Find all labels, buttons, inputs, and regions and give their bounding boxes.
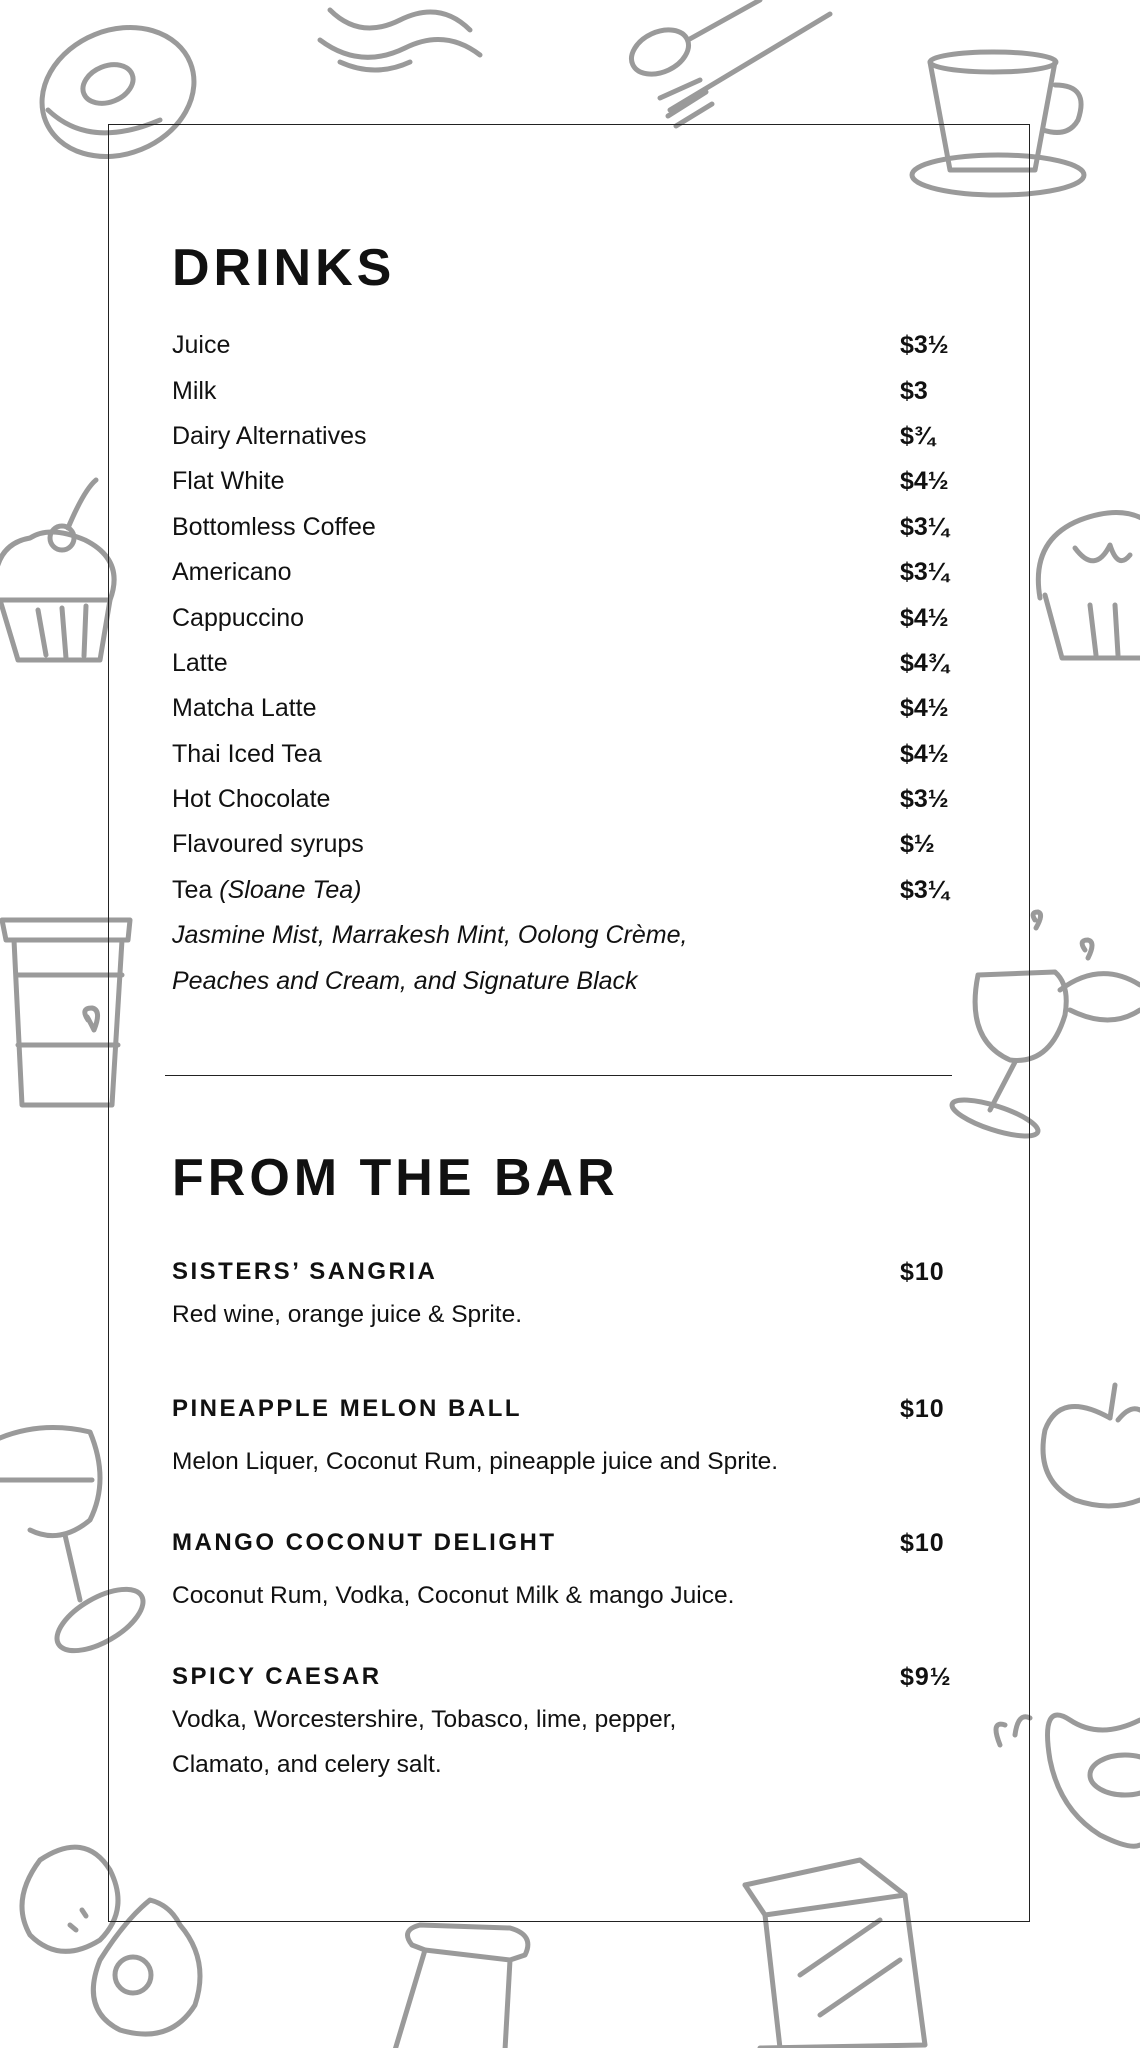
menu-item <box>172 550 960 595</box>
bar-item-price: $10 <box>900 1394 945 1423</box>
bacon-icon <box>320 10 480 70</box>
item-name: Thai Iced Tea <box>172 739 322 768</box>
tea-flavours-line: Jasmine Mist, Marrakesh Mint, Oolong Crème, <box>172 921 688 950</box>
menu-item <box>172 368 960 413</box>
menu-item <box>172 459 960 504</box>
drinks-list <box>172 323 960 1004</box>
bar-item-price: $9½ <box>900 1662 952 1691</box>
menu-item <box>172 595 960 640</box>
tea-brand: (Sloane Tea) <box>219 875 362 904</box>
bar-item-name: SPICY CAESAR <box>172 1663 382 1690</box>
item-price: $3 <box>900 376 928 405</box>
bar-item-name: PINEAPPLE MELON BALL <box>172 1395 523 1422</box>
item-name: Milk <box>172 376 217 405</box>
bar-item-name: SISTERS’ SANGRIA <box>172 1258 438 1285</box>
menu-item <box>172 686 960 731</box>
item-price: $4½ <box>900 467 949 496</box>
item-name: Flavoured syrups <box>172 830 364 859</box>
menu-item <box>172 777 960 822</box>
tea-name: Tea <box>172 875 213 904</box>
bar-item-price: $10 <box>900 1528 945 1557</box>
item-name: Matcha Latte <box>172 694 317 723</box>
item-price: $4½ <box>900 603 949 632</box>
bar-item-price: $10 <box>900 1257 945 1286</box>
bar-heading: FROM THE BAR <box>172 1149 619 1207</box>
item-price: $4½ <box>900 739 949 768</box>
item-name: Hot Chocolate <box>172 785 331 814</box>
bar-item <box>172 1252 960 1337</box>
bar-item-description: Melon Liquer, Coconut Rum, pineapple juice and Sprite. <box>172 1448 779 1475</box>
item-price: $4¾ <box>900 648 949 677</box>
item-price: $3½ <box>900 785 949 814</box>
menu-item <box>172 414 960 459</box>
bar-item <box>172 1389 960 1484</box>
item-name: Flat White <box>172 467 285 496</box>
section-divider <box>165 1075 952 1076</box>
menu-item <box>172 732 960 777</box>
cupcake-icon <box>0 480 114 660</box>
bar-item <box>172 1657 960 1787</box>
bar-item-description: Vodka, Worcestershire, Tobasco, lime, pepper, <box>172 1706 677 1733</box>
item-price: $3¼ <box>900 875 949 904</box>
bar-item <box>172 1523 960 1618</box>
bar-item-name: MANGO COCONUT DELIGHT <box>172 1529 557 1556</box>
item-price: $3¼ <box>900 558 949 587</box>
item-price: $¾ <box>900 421 935 450</box>
menu-item <box>172 323 960 368</box>
cupcake-icon <box>1038 513 1140 659</box>
item-name: Cappuccino <box>172 603 305 632</box>
item-name <box>172 876 900 905</box>
item-name: Bottomless Coffee <box>172 512 376 541</box>
item-name: Americano <box>172 558 292 587</box>
menu-item-tea <box>172 868 960 913</box>
item-price: $½ <box>900 830 935 859</box>
bar-item-description: Red wine, orange juice & Sprite. <box>172 1301 522 1328</box>
menu-item <box>172 641 960 686</box>
bar-item-description: Clamato, and celery salt. <box>172 1751 442 1778</box>
bar-item-description: Coconut Rum, Vodka, Coconut Milk & mango Juice. <box>172 1582 735 1609</box>
item-price: $4½ <box>900 694 949 723</box>
apple-icon <box>1043 1385 1140 1506</box>
item-price: $3¼ <box>900 512 949 541</box>
item-name: Latte <box>172 648 228 677</box>
item-name: Juice <box>172 331 231 360</box>
toast-icon <box>395 1925 528 2048</box>
item-price: $3½ <box>900 331 949 360</box>
menu-item <box>172 505 960 550</box>
drinks-heading: DRINKS <box>172 239 396 297</box>
item-name: Dairy Alternatives <box>172 421 367 450</box>
menu-item <box>172 822 960 867</box>
spoon-fork-icon <box>624 0 830 126</box>
tea-flavours-line: Peaches and Cream, and Signature Black <box>172 966 638 995</box>
